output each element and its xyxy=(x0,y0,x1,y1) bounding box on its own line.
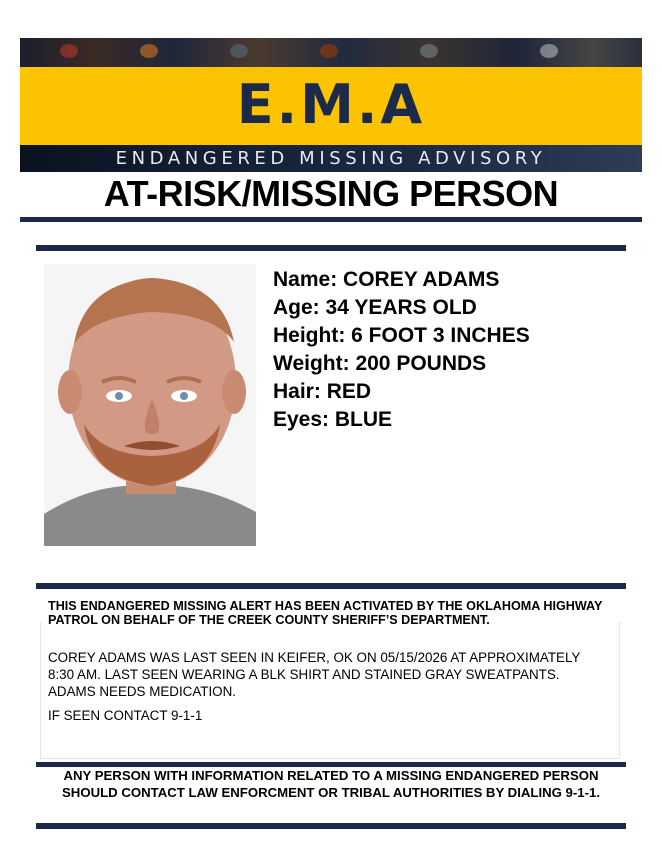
person-photo xyxy=(44,264,256,546)
detail-eyes xyxy=(273,406,633,434)
alert-intro-text: THIS ENDANGERED MISSING ALERT HAS BEEN ACTIVATED BY THE OKLAHOMA HIGHWAY PATROL ON BEHALF OF THE CREEK COUNTY SHERIFF’S DEPARTMENT. xyxy=(48,599,603,628)
page-headline: AT-RISK/MISSING PERSON xyxy=(103,173,559,214)
footer-notice: ANY PERSON WITH INFORMATION RELATED TO A MISSING ENDANGERED PERSON SHOULD CONTACT LAW ENFORCMENT OR TRIBAL AUTHORITIES BY DIALING 9-1-1. xyxy=(62,768,600,800)
section-rule-top xyxy=(36,245,626,251)
detail-weight xyxy=(273,350,633,378)
detail-eyes-value: BLUE xyxy=(334,408,393,431)
banner-subtitle: ENDANGERED MISSING ADVISORY xyxy=(115,148,547,169)
detail-height-value: 6 FOOT 3 INCHES xyxy=(351,324,530,347)
detail-hair-value: RED xyxy=(326,380,372,403)
banner-photo-strip xyxy=(20,38,642,68)
ema-acronym: E.M.A xyxy=(236,73,426,136)
footer-rule-bottom xyxy=(36,823,626,829)
detail-weight-value: 200 POUNDS xyxy=(355,352,487,375)
detail-height xyxy=(273,322,633,350)
person-photo-icon xyxy=(44,264,256,546)
detail-height-label: Height: xyxy=(273,324,346,347)
person-details xyxy=(273,266,633,434)
alert-description: COREY ADAMS WAS LAST SEEN IN KEIFER, OK ON 05/15/2026 AT APPROXIMATELY 8:30 AM. LAST SEEN WEARING A BLK SHIRT AND STAINED GRAY SWEATPANTS. ADAMS NEEDS MEDICATION. xyxy=(48,650,581,699)
alert-contact: IF SEEN CONTACT 9-1-1 xyxy=(48,708,203,723)
detail-age xyxy=(273,294,633,322)
detail-weight-label: Weight: xyxy=(273,352,350,375)
detail-name-value: COREY ADAMS xyxy=(343,268,500,291)
detail-age-label: Age: xyxy=(273,296,320,319)
section-rule-middle xyxy=(36,583,626,589)
detail-eyes-label: Eyes: xyxy=(273,408,330,431)
detail-hair xyxy=(273,378,633,406)
detail-name-label: Name: xyxy=(273,268,338,291)
headline-rule xyxy=(20,217,642,222)
detail-hair-label: Hair: xyxy=(273,380,321,403)
detail-age-value: 34 YEARS OLD xyxy=(325,296,477,319)
detail-name xyxy=(273,266,633,294)
ema-banner xyxy=(20,38,642,172)
